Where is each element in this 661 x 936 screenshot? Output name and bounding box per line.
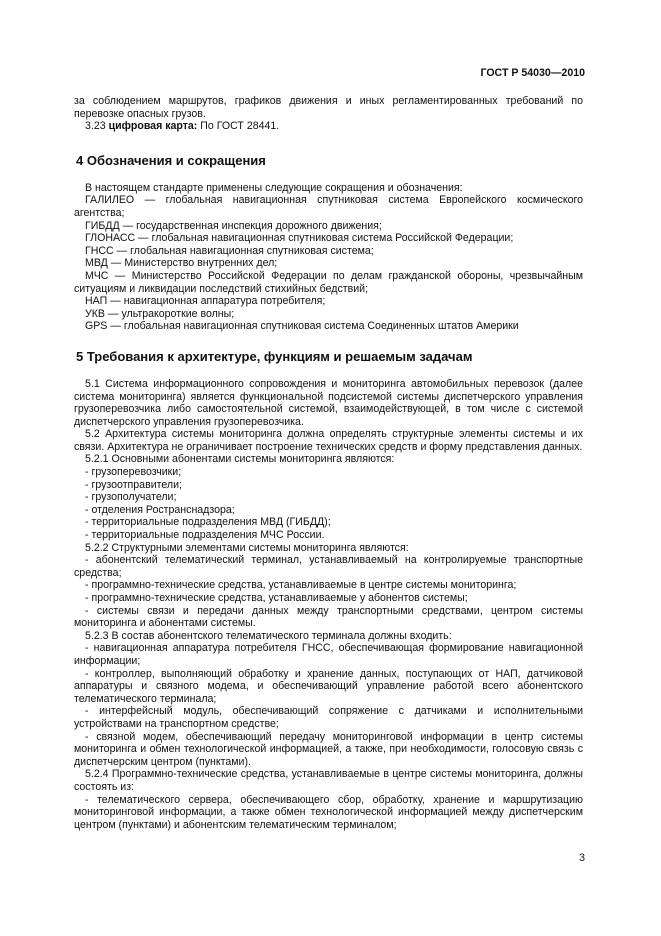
definition-3-23 bbox=[74, 120, 583, 133]
page-content bbox=[74, 95, 583, 831]
section-5-paragraph: - контроллер, выполняющий обработку и хранение данных, поступающих от НАП, датчиковой аппаратуры и связного модема, и обеспечивающий управление работой всего абонентского телематического терминала; bbox=[74, 667, 583, 705]
section-5-paragraph: 5.2 Архитектура системы мониторинга должна определять структурные элементы системы и их связи. Архитектура не ограничивает построение технических средств и форму представления данных. bbox=[74, 428, 583, 453]
section-5-paragraph: - интерфейсный модуль, обеспечивающий сопряжение с датчиками и исполнительными устройствами на транспортном средстве; bbox=[74, 705, 583, 730]
abbreviation-line: МВД — Министерство внутренних дел; bbox=[85, 257, 278, 270]
abbreviation-line: ГЛОНАСС — глобальная навигационная спутниковая система Российской Федерации; bbox=[85, 232, 514, 245]
page-number: 3 bbox=[579, 852, 585, 864]
section-5-paragraph: - системы связи и передачи данных между транспортными средствами, центром системы мониторинга и абонентами системы. bbox=[74, 604, 583, 630]
section-5-paragraph: 5.2.2 Структурными элементами системы мониторинга являются: bbox=[85, 541, 409, 554]
abbreviation-line: В настоящем стандарте применены следующие сокращения и обозначения: bbox=[85, 181, 463, 194]
abbreviation-line: GPS — глобальная навигационная спутниковая система Соединенных штатов Америки bbox=[85, 320, 519, 333]
definition-text: По ГОСТ 28441. bbox=[200, 120, 280, 133]
abbreviation-line: ГИБДД — государственная инспекция дорожного движения; bbox=[85, 219, 382, 232]
section-5-paragraph: - телематического сервера, обеспечивающего сбор, обработку, хранение и маршрутизацию мониторинговой информации, а также обмен технологической информацией между диспетчерским центром (пунктами) и абонентским телематическим терминалом; bbox=[74, 793, 583, 831]
document-header: ГОСТ Р 54030—2010 bbox=[480, 67, 585, 79]
section-5-body bbox=[74, 378, 583, 831]
abbreviation-line: ГАЛИЛЕО — глобальная навигационная спутниковая система Европейского космического агентства; bbox=[74, 194, 583, 219]
section-5-paragraph: - связной модем, обеспечивающий передачу мониторинговой информации в центр системы мониторинга и обмен технологической информацией, а также, при необходимости, голосовую связь с диспетчерским центром (пунктами). bbox=[74, 730, 583, 768]
section-5-paragraph: 5.2.1 Основными абонентами системы мониторинга являются: bbox=[85, 453, 395, 466]
section-5-paragraph: - отделения Ространснадзора; bbox=[85, 503, 235, 516]
abbreviation-line: НАП — навигационная аппаратура потребителя; bbox=[85, 295, 326, 308]
section-5-paragraph: 5.1 Система информационного сопровождения и мониторинга автомобильных перевозок (далее система мониторинга) является функциональной подсистемой системы диспетчерского управления грузоперевозчика либо самостоятельной системой, взаимодействующей, в том числе с системой диспетчерского управления грузоперевозчика. bbox=[74, 377, 583, 428]
section-5-paragraph: - программно-технические средства, устанавливаемые у абонентов системы; bbox=[85, 592, 468, 604]
section-5-paragraph: - абонентский телематический терминал, устанавливаемый на контролируемые транспортные средства; bbox=[74, 554, 583, 579]
definition-term: цифровая карта: bbox=[108, 120, 198, 133]
section-5-heading: 5 Требования к архитектуре, функциям и решаемым задачам bbox=[76, 348, 473, 364]
section-5-paragraph: 5.2.4 Программно-технические средства, устанавливаемые в центре системы мониторинга, должны состоять из: bbox=[74, 768, 583, 793]
definition-number: 3.23 bbox=[85, 120, 106, 133]
continuation-text: за соблюдением маршрутов, графиков движения и иных регламентированных требований по перевозке опасных грузов. bbox=[74, 95, 583, 120]
abbreviation-line: ГНСС — глобальная навигационная спутниковая система; bbox=[85, 244, 374, 257]
abbreviation-line: МЧС — Министерство Российской Федерации по делам гражданской обороны, чрезвычайным ситуациям и ликвидации последствий стихийных бедствий; bbox=[74, 269, 583, 295]
abbreviations-list bbox=[74, 182, 583, 333]
abbreviation-line: УКВ — ультракороткие волны; bbox=[85, 307, 235, 320]
section-5-paragraph: - территориальные подразделения МВД (ГИБДД); bbox=[85, 516, 331, 529]
section-5-paragraph: 5.2.3 В состав абонентского телематического терминала должны входить: bbox=[85, 629, 452, 642]
section-5-paragraph: - грузоперевозчики; bbox=[85, 466, 182, 479]
section-4-heading: 4 Обозначения и сокращения bbox=[76, 152, 266, 168]
section-5-paragraph: - грузополучатели; bbox=[85, 491, 177, 504]
section-5-paragraph: - территориальные подразделения МЧС России. bbox=[85, 529, 325, 542]
section-5-paragraph: - грузоотправители; bbox=[85, 478, 182, 491]
section-5-paragraph: - программно-технические средства, устанавливаемые в центре системы мониторинга; bbox=[85, 579, 517, 592]
section-5-paragraph: - навигационная аппаратура потребителя ГНСС, обеспечивающая формирование навигационной информации; bbox=[74, 642, 583, 667]
